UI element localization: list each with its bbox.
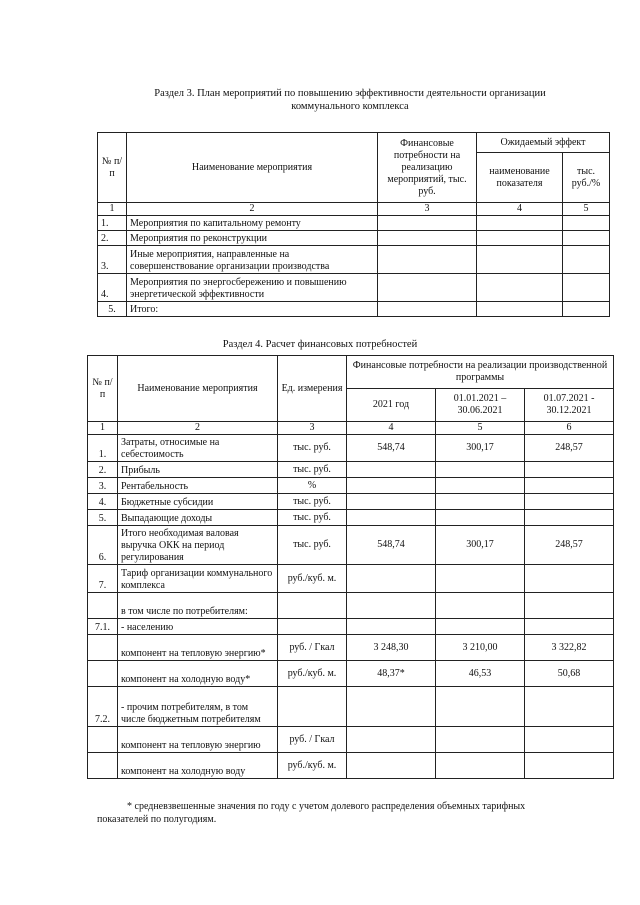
s3-header-effect-name: наименование показателя — [477, 153, 563, 203]
table-row — [88, 619, 614, 635]
row-h1-value: 300,17 — [436, 435, 525, 462]
s4-col-number-row — [88, 422, 614, 435]
row-h2-value — [525, 687, 614, 727]
row-h1-value — [436, 565, 525, 593]
row-name: компонент на тепловую энергию* — [118, 635, 278, 661]
row-h1-value — [436, 494, 525, 510]
table-row — [88, 435, 614, 462]
row-number: 4. — [88, 494, 118, 510]
s4-col-number: 5 — [436, 422, 525, 435]
row-h1-value — [436, 687, 525, 727]
s3-header-finance: Финансовые потребности на реализацию мероприятий, тыс. руб. — [378, 133, 477, 203]
row-unit: руб. / Гкал — [278, 727, 347, 753]
s4-header-unit: Ед. измерения — [278, 356, 347, 422]
row-h1-value — [436, 619, 525, 635]
row-name: компонент на холодную воду* — [118, 661, 278, 687]
s4-col-number: 2 — [118, 422, 278, 435]
row-name: Итого: — [127, 302, 378, 317]
row-unit — [278, 687, 347, 727]
row-year-value — [347, 619, 436, 635]
s3-col-number: 4 — [477, 203, 563, 216]
table-row — [88, 565, 614, 593]
table-row — [88, 510, 614, 526]
row-number: 1. — [88, 435, 118, 462]
row-year-value: 48,37* — [347, 661, 436, 687]
row-number: 2. — [88, 462, 118, 478]
row-h1-value — [436, 462, 525, 478]
row-name: Прибыль — [118, 462, 278, 478]
s4-body — [88, 435, 614, 779]
table-row — [88, 478, 614, 494]
row-unit: % — [278, 478, 347, 494]
row-year-value: 3 248,30 — [347, 635, 436, 661]
row-h2-value — [525, 593, 614, 619]
table-row — [88, 687, 614, 727]
row-unit: руб./куб. м. — [278, 565, 347, 593]
row-name: в том числе по потребителям: — [118, 593, 278, 619]
row-number: 6. — [88, 526, 118, 565]
s3-col-number: 5 — [563, 203, 610, 216]
row-year-value — [347, 478, 436, 494]
row-unit: тыс. руб. — [278, 526, 347, 565]
row-year-value — [347, 565, 436, 593]
row-year-value — [347, 593, 436, 619]
row-name: компонент на тепловую энергию — [118, 727, 278, 753]
row-number — [88, 635, 118, 661]
row-name: - населению — [118, 619, 278, 635]
section4-title: Раздел 4. Расчет финансовых потребностей — [222, 339, 418, 350]
row-unit: тыс. руб. — [278, 435, 347, 462]
s4-col-number: 6 — [525, 422, 614, 435]
table-row — [88, 635, 614, 661]
s4-header-name: Наименование мероприятия — [118, 356, 278, 422]
row-year-value: 548,74 — [347, 435, 436, 462]
row-name: Иные мероприятия, направленные на совершенствование организации производства — [127, 246, 378, 274]
row-h2-value — [525, 565, 614, 593]
s4-header-year: 2021 год — [347, 389, 436, 422]
footnote-line2: показателей по полугодиям. — [97, 814, 217, 825]
row-number — [88, 593, 118, 619]
row-year-value: 548,74 — [347, 526, 436, 565]
row-number — [88, 661, 118, 687]
s4-header-h2: 01.07.2021 - 30.12.2021 — [525, 389, 614, 422]
row-h2-value — [525, 753, 614, 779]
row-h2-value: 248,57 — [525, 435, 614, 462]
row-number: 3. — [98, 246, 127, 274]
section3-title — [60, 87, 640, 113]
row-number — [88, 727, 118, 753]
s4-header-h1: 01.01.2021 – 30.06.2021 — [436, 389, 525, 422]
row-year-value — [347, 510, 436, 526]
table-row — [88, 727, 614, 753]
table-row — [88, 753, 614, 779]
row-h2-value — [525, 462, 614, 478]
row-h2-value — [525, 510, 614, 526]
row-name: Рентабельность — [118, 478, 278, 494]
row-name: Мероприятия по реконструкции — [127, 231, 378, 246]
row-year-value — [347, 494, 436, 510]
row-h1-value — [436, 753, 525, 779]
s3-header-effect-value: тыс. руб./% — [563, 153, 610, 203]
table-row — [98, 231, 610, 246]
row-name: Мероприятия по энергосбережению и повышению энергетической эффективности — [127, 274, 378, 302]
row-unit — [278, 593, 347, 619]
row-number: 4. — [98, 274, 127, 302]
s3-col-number: 2 — [127, 203, 378, 216]
section4-table — [87, 355, 614, 779]
table-row — [88, 661, 614, 687]
row-number: 3. — [88, 478, 118, 494]
row-number: 7.1. — [88, 619, 118, 635]
row-h2-value: 248,57 — [525, 526, 614, 565]
row-unit: тыс. руб. — [278, 494, 347, 510]
row-h2-value: 50,68 — [525, 661, 614, 687]
row-h1-value: 46,53 — [436, 661, 525, 687]
row-name: Затраты, относимые на себестоимость — [118, 435, 278, 462]
row-name: Бюджетные субсидии — [118, 494, 278, 510]
row-year-value — [347, 727, 436, 753]
section3-table — [97, 132, 610, 317]
row-number: 5. — [98, 302, 127, 317]
row-unit: руб. / Гкал — [278, 635, 347, 661]
footnote — [97, 800, 617, 826]
s4-col-number: 4 — [347, 422, 436, 435]
table-row — [88, 526, 614, 565]
s4-header-num: № п/п — [88, 356, 118, 422]
s3-col-number: 1 — [98, 203, 127, 216]
row-year-value — [347, 462, 436, 478]
row-name: компонент на холодную воду — [118, 753, 278, 779]
row-name: Выпадающие доходы — [118, 510, 278, 526]
table-row — [98, 216, 610, 231]
row-h2-value — [525, 494, 614, 510]
section3-title-line1: Раздел 3. План мероприятий по повышению эффективности деятельности организации — [154, 88, 546, 99]
s3-header-effect: Ожидаемый эффект — [477, 133, 610, 153]
row-h2-value — [525, 619, 614, 635]
row-unit: тыс. руб. — [278, 462, 347, 478]
row-unit: тыс. руб. — [278, 510, 347, 526]
row-name: - прочим потребителям, в том числе бюджетным потребителям — [118, 687, 278, 727]
row-unit — [278, 619, 347, 635]
s3-col-number: 3 — [378, 203, 477, 216]
s4-col-number: 3 — [278, 422, 347, 435]
section3-title-line2: коммунального комплекса — [291, 101, 409, 112]
table-row — [88, 494, 614, 510]
row-year-value — [347, 753, 436, 779]
row-h1-value — [436, 727, 525, 753]
table-row — [98, 302, 610, 317]
row-h2-value — [525, 478, 614, 494]
row-h1-value: 3 210,00 — [436, 635, 525, 661]
row-number: 1. — [98, 216, 127, 231]
footnote-line1: * средневзвешенные значения по году с учетом долевого распределения объемных тарифных — [127, 801, 526, 812]
table-row — [88, 462, 614, 478]
s4-header-finance: Финансовые потребности на реализации производственной программы — [347, 356, 614, 389]
row-unit: руб./куб. м. — [278, 753, 347, 779]
s4-col-number: 1 — [88, 422, 118, 435]
table-row — [88, 593, 614, 619]
s3-header-name: Наименование мероприятия — [127, 133, 378, 203]
row-number — [88, 753, 118, 779]
s3-col-number-row — [98, 203, 610, 216]
row-h2-value — [525, 727, 614, 753]
row-h1-value — [436, 510, 525, 526]
row-h1-value — [436, 593, 525, 619]
row-name: Мероприятия по капитальному ремонту — [127, 216, 378, 231]
row-name: Тариф организации коммунального комплекса — [118, 565, 278, 593]
row-number: 2. — [98, 231, 127, 246]
table-row — [98, 274, 610, 302]
s3-header-num: № п/п — [98, 133, 127, 203]
row-number: 5. — [88, 510, 118, 526]
row-unit: руб./куб. м. — [278, 661, 347, 687]
row-name: Итого необходимая валовая выручка ОКК на период регулирования — [118, 526, 278, 565]
row-number: 7.2. — [88, 687, 118, 727]
row-year-value — [347, 687, 436, 727]
table-row — [98, 246, 610, 274]
row-number: 7. — [88, 565, 118, 593]
row-h1-value: 300,17 — [436, 526, 525, 565]
row-h1-value — [436, 478, 525, 494]
row-h2-value: 3 322,82 — [525, 635, 614, 661]
